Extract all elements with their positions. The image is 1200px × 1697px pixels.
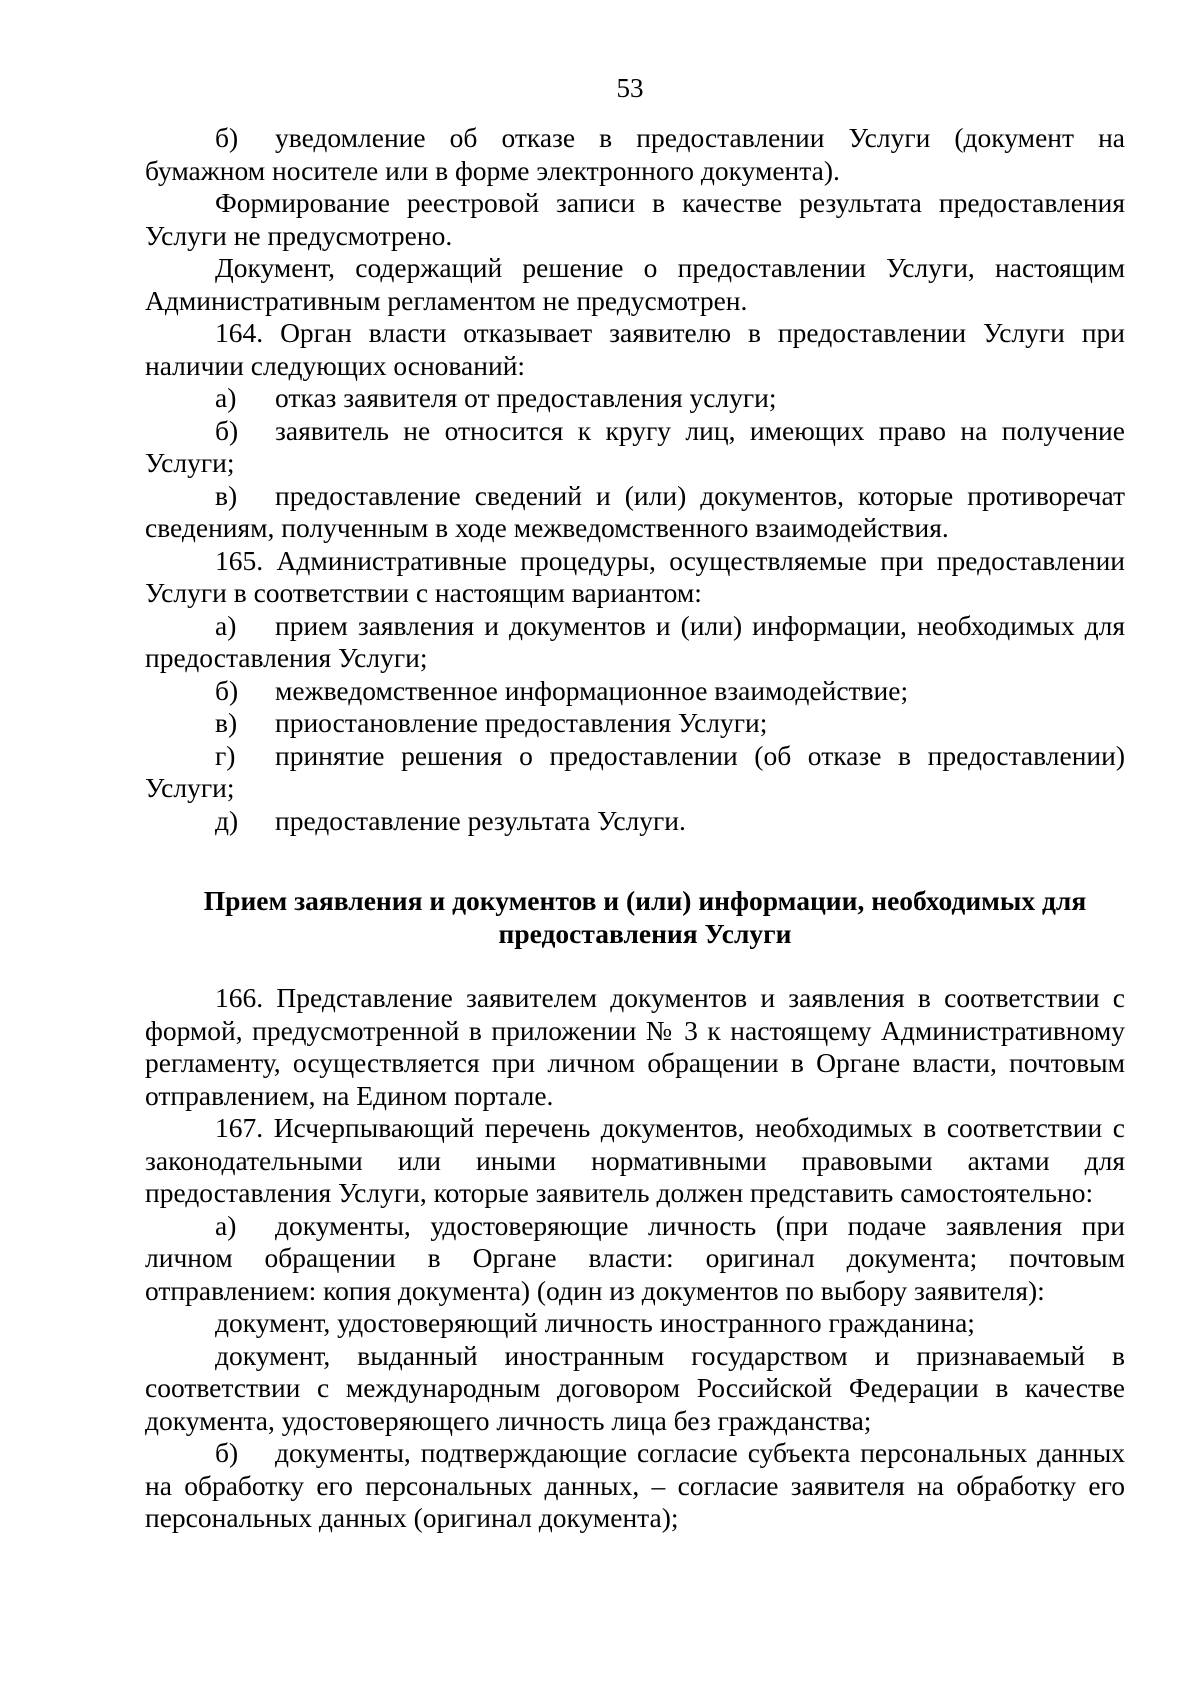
- list-item: [145, 1210, 1125, 1308]
- list-item-marker: а): [215, 609, 237, 641]
- list-item-marker: б): [215, 1437, 239, 1468]
- list-item-text: приостановление предоставления Услуги;: [275, 707, 768, 738]
- list-item-marker: б): [215, 122, 239, 153]
- list-item: [145, 480, 1125, 545]
- list-item: [145, 707, 1125, 740]
- list-item: [145, 675, 1125, 708]
- paragraph: документ, удостоверяющий личность иностранного гражданина;: [215, 1307, 975, 1338]
- list-item-text: принятие решения о предоставлении (об отказе в предоставлении) Услуги;: [145, 739, 1125, 803]
- paragraph: Формирование реестровой записи в качестве результата предоставления Услуги не предусмотрено.: [145, 187, 1125, 251]
- list-item-text: уведомление об отказе в предоставлении Услуги (документ на бумажном носителе или в форме электронного документа).: [145, 122, 1125, 186]
- paragraph: 164. Орган власти отказывает заявителю в предоставлении Услуги при наличии следующих оснований:: [145, 317, 1125, 381]
- paragraph: документ, выданный иностранным государством и признаваемый в соответствии с международным договором Российской Федерации в качестве документа, удостоверяющего личность лица без гражданства;: [145, 1339, 1125, 1436]
- list-item: [145, 610, 1125, 675]
- list-item-marker: д): [215, 804, 239, 836]
- section-block-2: [145, 982, 1125, 1535]
- list-item-marker: в): [215, 479, 238, 511]
- list-item-text: предоставление результата Услуги.: [275, 804, 686, 836]
- list-item-marker: а): [215, 382, 237, 413]
- list-item-text: прием заявления и документов и (или) информации, необходимых для предоставления Услуги;: [145, 609, 1125, 673]
- list-item-text: межведомственное информационное взаимодействие;: [275, 674, 909, 706]
- paragraph: 166. Представление заявителем документов и заявления в соответствии с формой, предусмотренной в приложении № 3 к настоящему Административному регламенту, осуществляется при личном обращении в Органе власти, почтовым отправлением, на Едином портале.: [145, 982, 1125, 1111]
- section-heading-line-1: Прием заявления и документов и (или) информации, необходимых для: [203, 885, 1087, 916]
- list-item: [145, 740, 1125, 805]
- list-item: [145, 122, 1125, 187]
- list-item-marker: б): [215, 674, 239, 706]
- list-item-marker: в): [215, 707, 238, 738]
- list-item-marker: б): [215, 414, 239, 446]
- list-item-marker: г): [215, 739, 236, 771]
- paragraph: Документ, содержащий решение о предоставлении Услуги, настоящим Административным регламентом не предусмотрен.: [145, 252, 1125, 316]
- list-item-text: заявитель не относится к кругу лиц, имеющих право на получение Услуги;: [145, 414, 1125, 478]
- list-item-text: отказ заявителя от предоставления услуги;: [275, 382, 777, 413]
- list-item: [145, 805, 1125, 838]
- section-block-1: [145, 122, 1125, 837]
- list-item-text: документы, удостоверяющие личность (при подаче заявления при личном обращении в Органе власти: оригинал документа; почтовым отправлением: копия документа) (один из документов по выбору заявителя):: [145, 1209, 1125, 1306]
- section-heading-line-2: предоставления Услуги: [498, 917, 792, 949]
- list-item-marker: а): [215, 1209, 237, 1241]
- section-heading: [145, 885, 1125, 950]
- list-item-text: предоставление сведений и (или) документов, которые противоречат сведениям, полученным в ходе межведомственного взаимодействия.: [145, 479, 1125, 543]
- paragraph: 167. Исчерпывающий перечень документов, необходимых в соответствии с законодательными или иными нормативными правовыми актами для предоставления Услуги, которые заявитель должен представить самостоятельно:: [145, 1112, 1125, 1208]
- list-item: [145, 382, 1125, 415]
- document-body: [145, 122, 1125, 1535]
- list-item: [145, 415, 1125, 480]
- list-item-text: документы, подтверждающие согласие субъекта персональных данных на обработку его персональных данных, – согласие заявителя на обработку его персональных данных (оригинал документа);: [145, 1437, 1125, 1533]
- paragraph: 165. Административные процедуры, осуществляемые при предоставлении Услуги в соответствии с настоящим вариантом:: [145, 544, 1125, 608]
- page-number: 53: [616, 73, 644, 103]
- list-item: [145, 1437, 1125, 1535]
